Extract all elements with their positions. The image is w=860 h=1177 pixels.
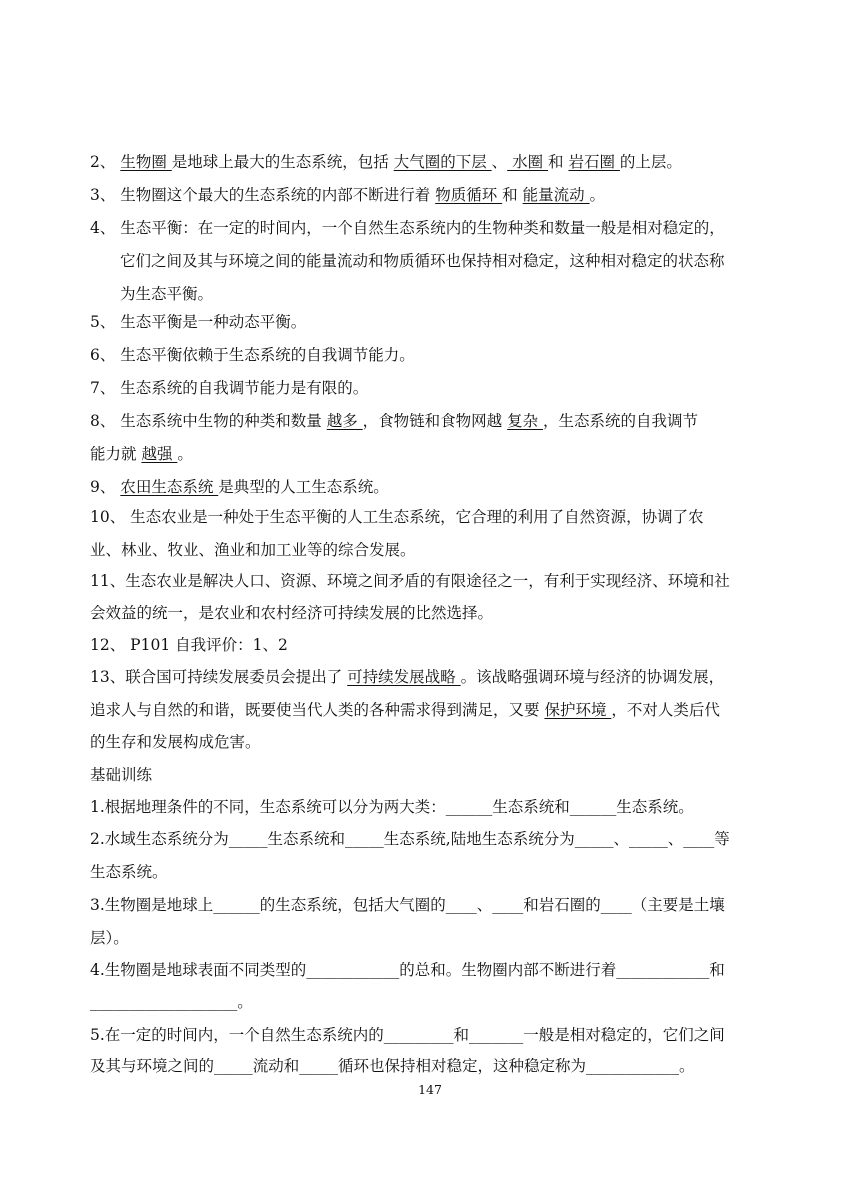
line-text: 1.根据地理条件的不同，生态系统可以分为两大类：______生态系统和______生态系统。 [90,798,694,816]
line-text: 生态农业是解决人口、资源、环境之间矛盾的有限途径之一，有利于实现经济、环境和社 [125,572,730,590]
line-text: 联合国可持续发展委员会提出了 [125,668,348,686]
line-text: 生态平衡：在一定的时间内，一个自然生态系统内的生物种类和数量一般是相对稳定的， [115,219,725,237]
line-text: 基础训练 [90,766,153,784]
text-line [90,377,780,399]
answer-blank: 物质循环 [435,186,503,204]
line-text: 为生态平衡。 [120,285,214,303]
line-text: 生态平衡依赖于生态系统的自我调节能力。 [115,346,415,364]
text-line [90,410,780,432]
text-line [90,828,780,850]
line-text: 层）。 [90,929,129,947]
line-text: 3.生物圈是地球上______的生态系统，包括大气圈的____、____和岩石圈的____（主要是土壤 [90,896,725,914]
line-text: 是地球上最大的生态系统，包括 [171,153,394,171]
text-line [90,217,780,239]
text-line [90,634,780,656]
text-line [90,959,780,981]
answer-blank: 越多 [326,412,363,430]
item-number: 7、 [90,379,116,397]
line-text: 它们之间及其与环境之间的能量流动和物质循环也保持相对稳定，这种相对稳定的状态称 [120,252,725,270]
line-text: ___________________。 [90,993,253,1011]
answer-blank: 大气圈的下层 [393,153,492,171]
text-line [90,151,780,173]
item-number: 2、 [90,153,116,171]
line-text: 生态系统。 [90,863,168,881]
line-text: 及其与环境之间的_____流动和_____循环也保持相对稳定，这种稳定称为____________。 [90,1057,695,1075]
answer-blank: 复杂 [507,412,544,430]
answer-blank: 可持续发展战略 [347,668,461,686]
page-number: 147 [418,1082,442,1097]
line-text: P101 自我评价：1、2 [125,636,288,654]
line-text: 是典型的人工生态系统。 [218,478,389,496]
line-text: 5.在一定的时间内，一个自然生态系统内的_________和_______一般是相对稳定的，它们之间 [90,1026,725,1044]
text-line [90,539,780,561]
line-text: 会效益的统一，是农业和农村经济可持续发展的比然选择。 [90,604,494,622]
line-text: ，生态系统的自我调节 [543,412,699,430]
line-text: 和 [502,186,523,204]
line-text: 的上层。 [619,153,682,171]
line-text: 4.生物圈是地球表面不同类型的____________的总和。生物圈内部不断进行着____________和 [90,961,725,979]
item-number: 12、 [90,636,126,654]
line-text: 生态系统中生物的种类和数量 [115,412,327,430]
text-line [90,927,780,949]
text-line [90,796,780,818]
line-text: 和 [548,153,569,171]
answer-blank: 农田生态系统 [120,478,219,496]
item-number: 10、 [90,508,126,526]
answer-blank: 岩石圈 [568,153,620,171]
line-text: ，食物链和食物网越 [362,412,508,430]
line-text: 生态系统的自我调节能力是有限的。 [115,379,369,397]
item-number: 9、 [90,478,116,496]
text-line [90,570,780,592]
line-text: ，不对人类后代 [611,701,720,719]
line-text: 的生存和发展构成危害。 [90,733,261,751]
answer-blank: 越强 [141,445,178,463]
text-line [90,602,780,624]
text-line [90,699,780,721]
item-number: 3、 [90,186,116,204]
item-number: 13、 [90,668,126,686]
item-number: 5、 [90,313,116,331]
item-number: 8、 [90,412,116,430]
answer-blank: 保护环境 [544,701,612,719]
line-text: 能力就 [90,445,142,463]
text-line [90,344,780,366]
line-text: 生态平衡是一种动态平衡。 [115,313,307,331]
text-line [120,250,810,272]
item-number: 6、 [90,346,116,364]
text-line [90,443,780,465]
text-line [90,731,780,753]
line-text: 。 [177,445,193,463]
line-text: 生态农业是一种处于生态平衡的人工生态系统，它合理的利用了自然资源，协调了农 [125,508,704,526]
text-line [90,311,780,333]
line-text: 。 [589,186,606,204]
answer-blank: 水圈 [507,153,548,171]
line-text: 。该战略强调环境与经济的协调发展， [460,668,725,686]
text-line [90,894,780,916]
text-line [90,861,780,883]
text-line [120,283,810,305]
text-line [90,764,780,786]
line-text: 业、林业、牧业、渔业和加工业等的综合发展。 [90,541,416,559]
item-number: 4、 [90,219,116,237]
answer-blank: 生物圈 [120,153,172,171]
answer-blank: 能量流动 [522,186,590,204]
text-line [90,666,780,688]
line-text: 2.水域生态系统分为_____生态系统和_____生态系统,陆地生态系统分为_____、_____、____等 [90,830,730,848]
text-line [90,476,780,498]
item-number: 11、 [90,572,126,590]
line-text: 追求人与自然的和谐，既要使当代人类的各种需求得到满足，又要 [90,701,545,719]
text-line [90,991,780,1013]
text-line [90,184,780,206]
line-text: 、 [491,153,508,171]
line-text: 生物圈这个最大的生态系统的内部不断进行着 [115,186,436,204]
text-line [90,1055,780,1077]
text-line [90,506,780,528]
text-line [90,1024,780,1046]
